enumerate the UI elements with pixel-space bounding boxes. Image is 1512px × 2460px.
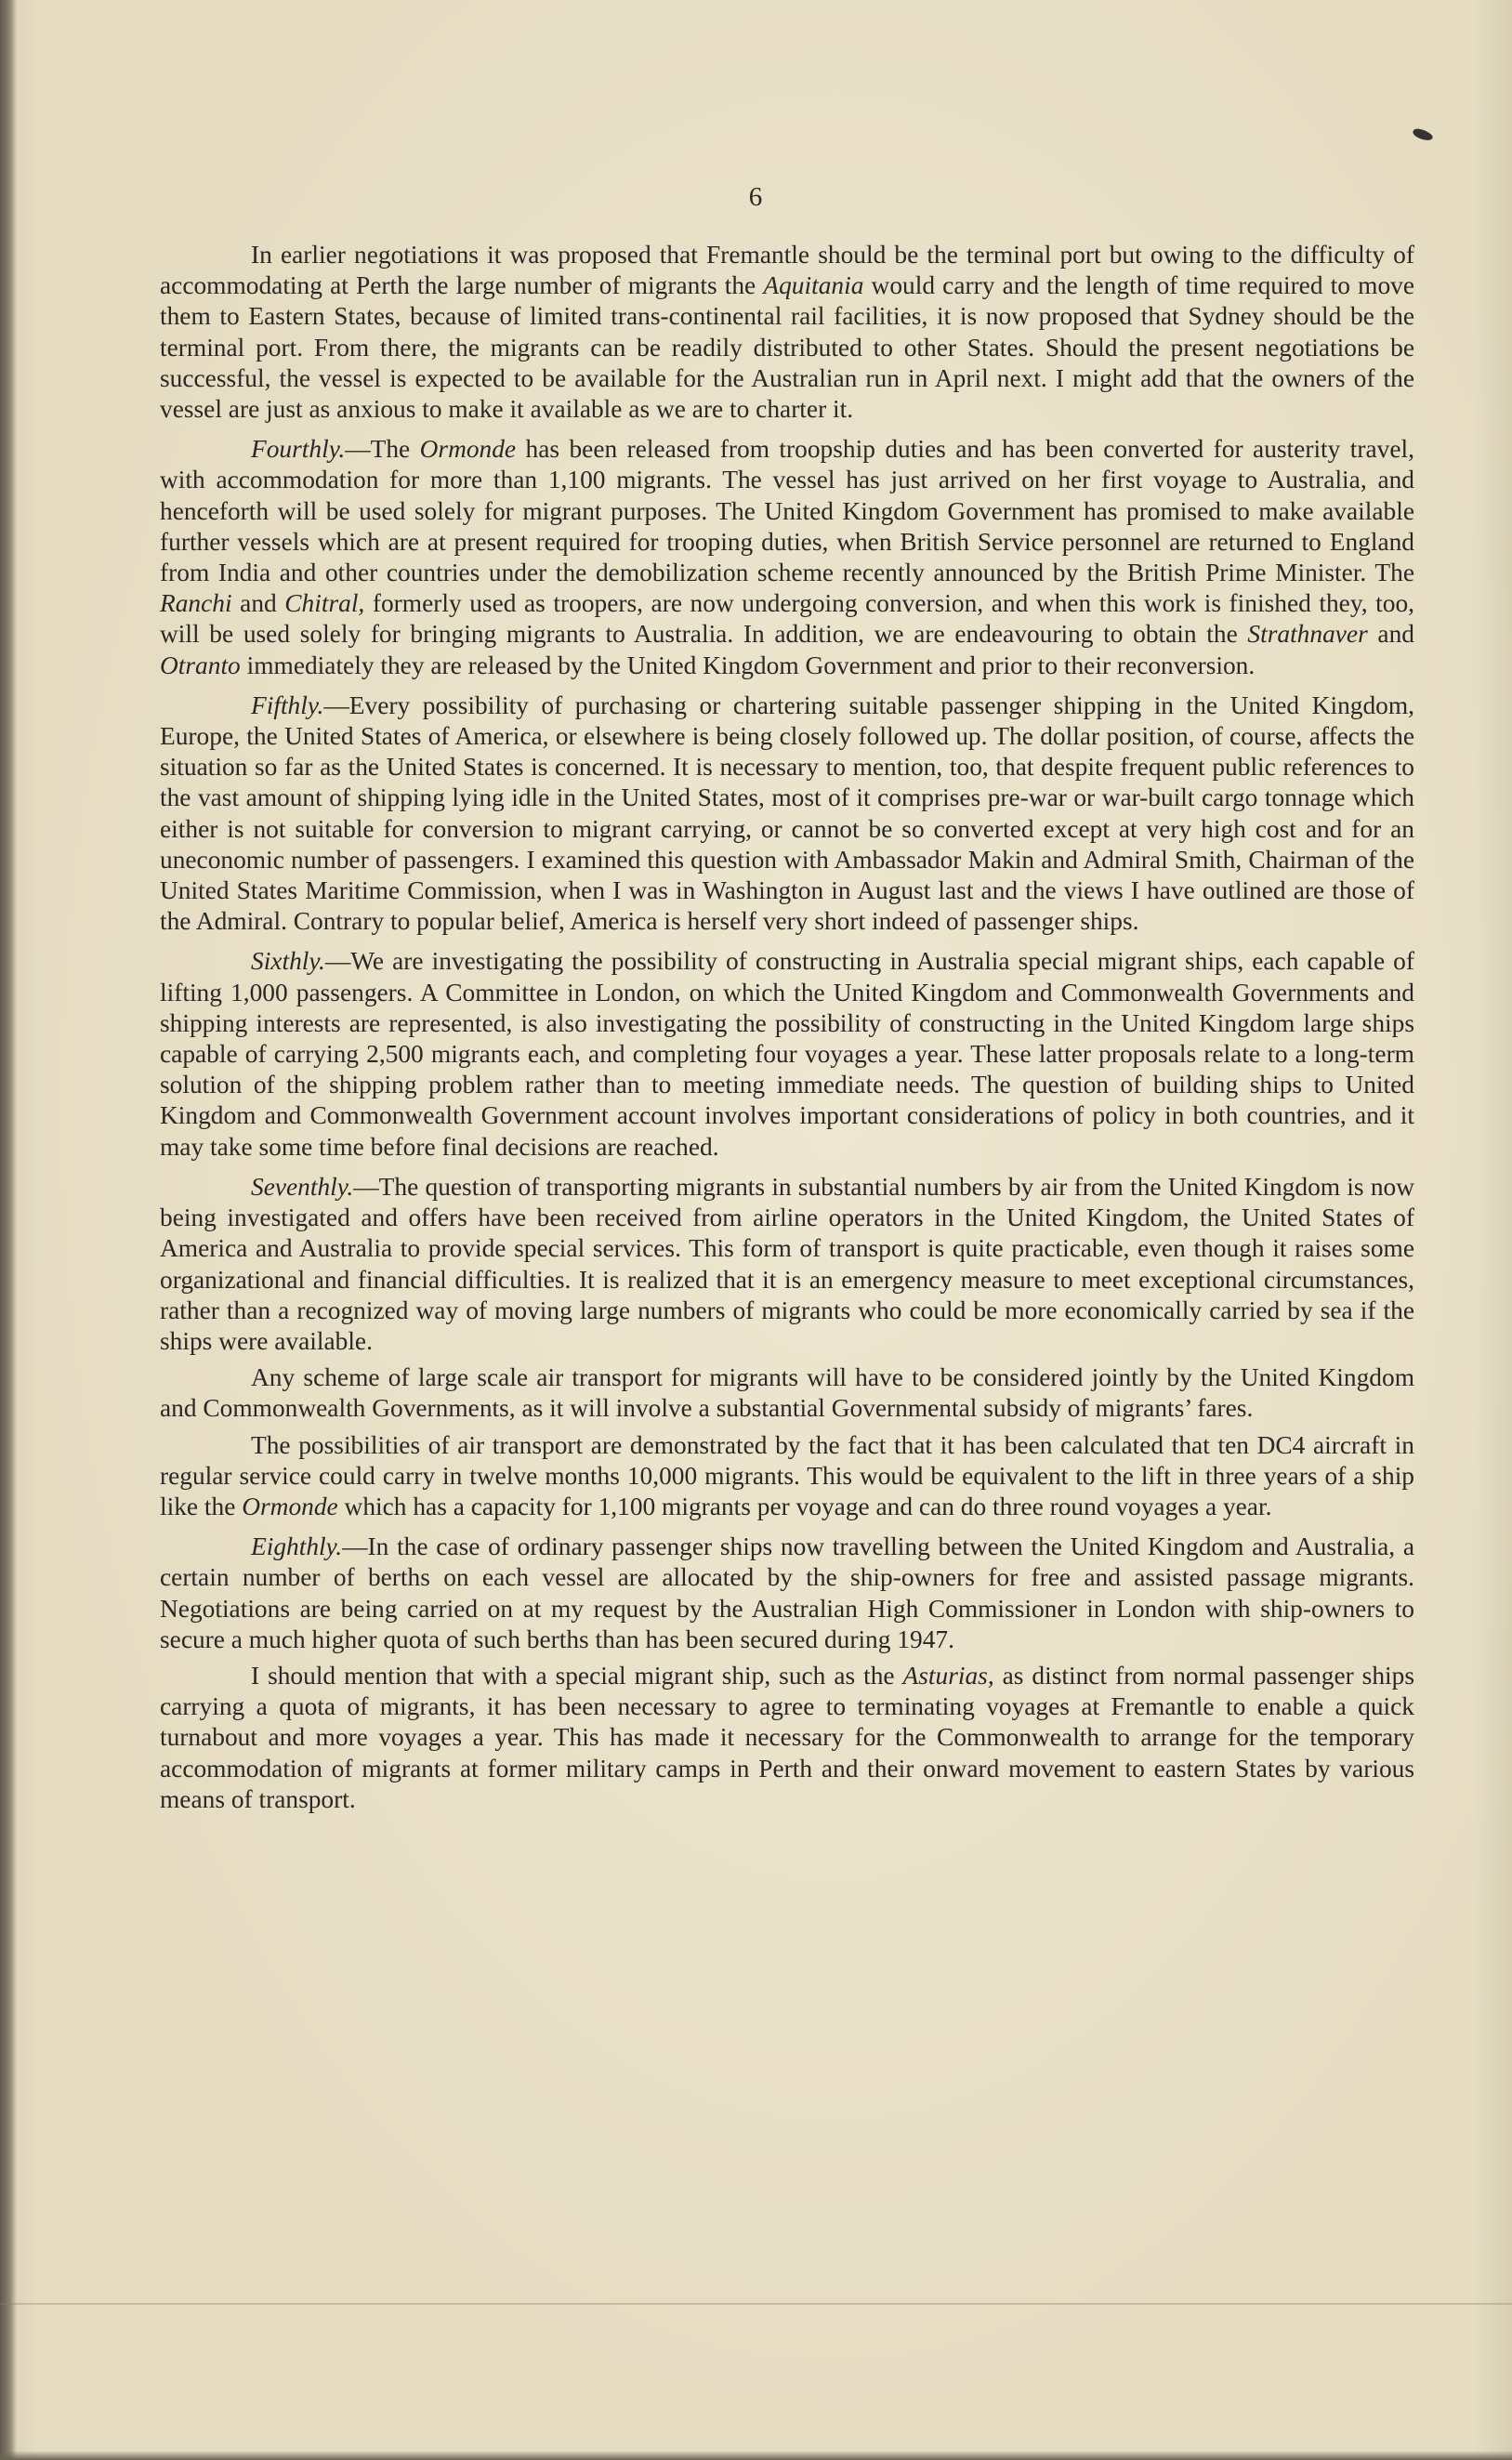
text-run: has been released from troopship duties and has been converted for austerity travel, with accommodation for more than 1,100 migrants. The vessel has just arrived on her first voyage to Australia, and henceforth will be used solely for migrant purposes. The United Kingdom Government has promised to make available further vessels which are at present required for trooping duties, when British Service personnel are returned to England from India and other countries under the demobilization scheme recently announced by the British Prime Minister. The	[160, 435, 1414, 587]
text-run: In earlier negotiations it was proposed that Fremantle should be the terminal port but owing to the difficulty of accommodating at Perth the large number of migrants the	[160, 241, 1414, 300]
ink-mark-icon	[1412, 126, 1434, 143]
text-run: as distinct from normal passenger ships carrying a quota of migrants, it has been necessary to agree to terminating voyages at Fremantle to enable a quick turnabout and more voyages a year. This has made it necessary for the Commonwealth to arrange for the temporary accommodation of migrants at former military camps in Perth and their onward movement to eastern States by various means of transport.	[160, 1661, 1414, 1813]
body-text	[160, 240, 1414, 1824]
paragraph	[160, 1430, 1414, 1523]
italic-term: Fourthly.	[251, 435, 346, 464]
page-number: 6	[748, 182, 764, 212]
text-run: —The question of transporting migrants in substantial numbers by air from the United Kingdom is now being investigated and offers have been received from airline operators in the United Kingdom, the United States of America and Australia to provide special services. This form of transport is quite practicable, even though it raises some organizational and financial difficulties. It is realized that it is an emergency measure to meet exceptional circumstances, rather than a recognized way of moving large numbers of migrants who could be more economically carried by sea if the ships were available.	[160, 1172, 1414, 1355]
italic-term: Eighthly.	[251, 1533, 343, 1561]
text-run: —We are investigating the possibility of constructing in Australia special migrant ships, each capable of lifting 1,000 passengers. A Committee in London, on which the United Kingdom and Commonwealth Governments and shipping interests are represented, is also investigating the possibility of constructing in the United Kingdom large ships capable of carrying 2,500 migrants each, and completing four voyages a year. These latter proposals relate to a long-term solution of the shipping problem rather than to meeting immediate needs. The question of building ships to United Kingdom and Commonwealth Government account involves important considerations of policy in both countries, and it may take some time before final decisions are reached.	[160, 947, 1414, 1161]
text-run: would carry and the length of time required to move them to Eastern States, because of limited trans-continental rail facilities, it is now proposed that Sydney should be the terminal port. From there, the migrants can be readily distributed to other States. Should the present negotiations be successful, the vessel is expected to be available for the Australian run in April next. I might add that the owners of the vessel are just as anxious to make it available as we are to charter it.	[160, 271, 1414, 424]
paragraph	[160, 434, 1414, 681]
page-left-edge	[0, 0, 17, 2460]
text-run: —Every possibility of purchasing or chartering suitable passenger shipping in the United Kingdom, Europe, the United States of America, or elsewhere is being closely followed up. The dollar position, of course, affects the situation so far as the United States is concerned. It is necessary to mention, too, that despite frequent public references to the vast amount of shipping lying idle in the United States, most of it comprises pre-war or war-built cargo tonnage which either is not suitable for conversion to migrant carrying, or cannot be so converted except at very high cost and for an uneconomic number of passengers. I examined this question with Ambassador Makin and Admiral Smith, Chairman of the United States Maritime Commission, when I was in Washington in August last and the views I have outlined are those of the Admiral. Contrary to popular belief, America is herself very short indeed of passenger ships.	[160, 691, 1414, 936]
text-run: Any scheme of large scale air transport for migrants will have to be considered jointly by the United Kingdom and Commonwealth Governments, as it will involve a substantial Governmental subsidy of migrants’ fares.	[160, 1363, 1414, 1423]
paragraph	[160, 1532, 1414, 1655]
paragraph	[160, 1172, 1414, 1357]
italic-term: Seventhly.	[251, 1172, 354, 1201]
italic-term: Otranto	[160, 651, 241, 679]
text-run: The possibilities of air transport are demonstrated by the fact that it has been calculated that ten DC4 aircraft in regular service could carry in twelve months 10,000 migrants. This would be equivalent to the lift in three years of a ship like the	[160, 1430, 1414, 1520]
italic-term: Ormonde	[419, 435, 517, 464]
italic-term: Aquitania	[763, 271, 864, 300]
page-bottom-edge	[0, 2451, 1512, 2460]
text-run: formerly used as troopers, are now undergoing conversion, and when this work is finished they, too, will be used solely for bringing migrants to Australia. In addition, we are endeavouring to obtain the	[160, 589, 1414, 649]
paragraph	[160, 691, 1414, 938]
text-run: I should mention that with a special migrant ship, such as the	[251, 1661, 903, 1690]
text-run: —In the case of ordinary passenger ships now travelling between the United Kingdom and Australia, a certain number of berths on each vessel are allocated by the ship-owners for free and assisted passage migrants. Negotiations are being carried on at my request by the Australian High Commissioner in London with ship-owners to secure a much higher quota of such berths than has been secured during 1947.	[160, 1533, 1414, 1653]
text-run: and	[1367, 620, 1414, 649]
paragraph	[160, 240, 1414, 425]
paragraph	[160, 1362, 1414, 1424]
text-run: immediately they are released by the United Kingdom Government and prior to their reconversion.	[240, 651, 1256, 679]
paragraph	[160, 1661, 1414, 1815]
text-run: which has a capacity for 1,100 migrants per voyage and can do three round voyages a year.	[337, 1492, 1272, 1520]
paragraph	[160, 946, 1414, 1162]
italic-term: Ormonde	[242, 1492, 338, 1520]
text-run: and	[231, 589, 285, 618]
italic-term: Chitral,	[284, 589, 365, 618]
page-fold-line	[0, 2303, 1512, 2305]
italic-term: Strathnaver	[1247, 620, 1368, 649]
italic-term: Ranchi	[160, 589, 232, 618]
text-run: —The	[345, 435, 420, 464]
italic-term: Sixthly.	[251, 947, 325, 976]
italic-term: Asturias,	[902, 1661, 994, 1690]
italic-term: Fifthly.	[251, 691, 324, 719]
